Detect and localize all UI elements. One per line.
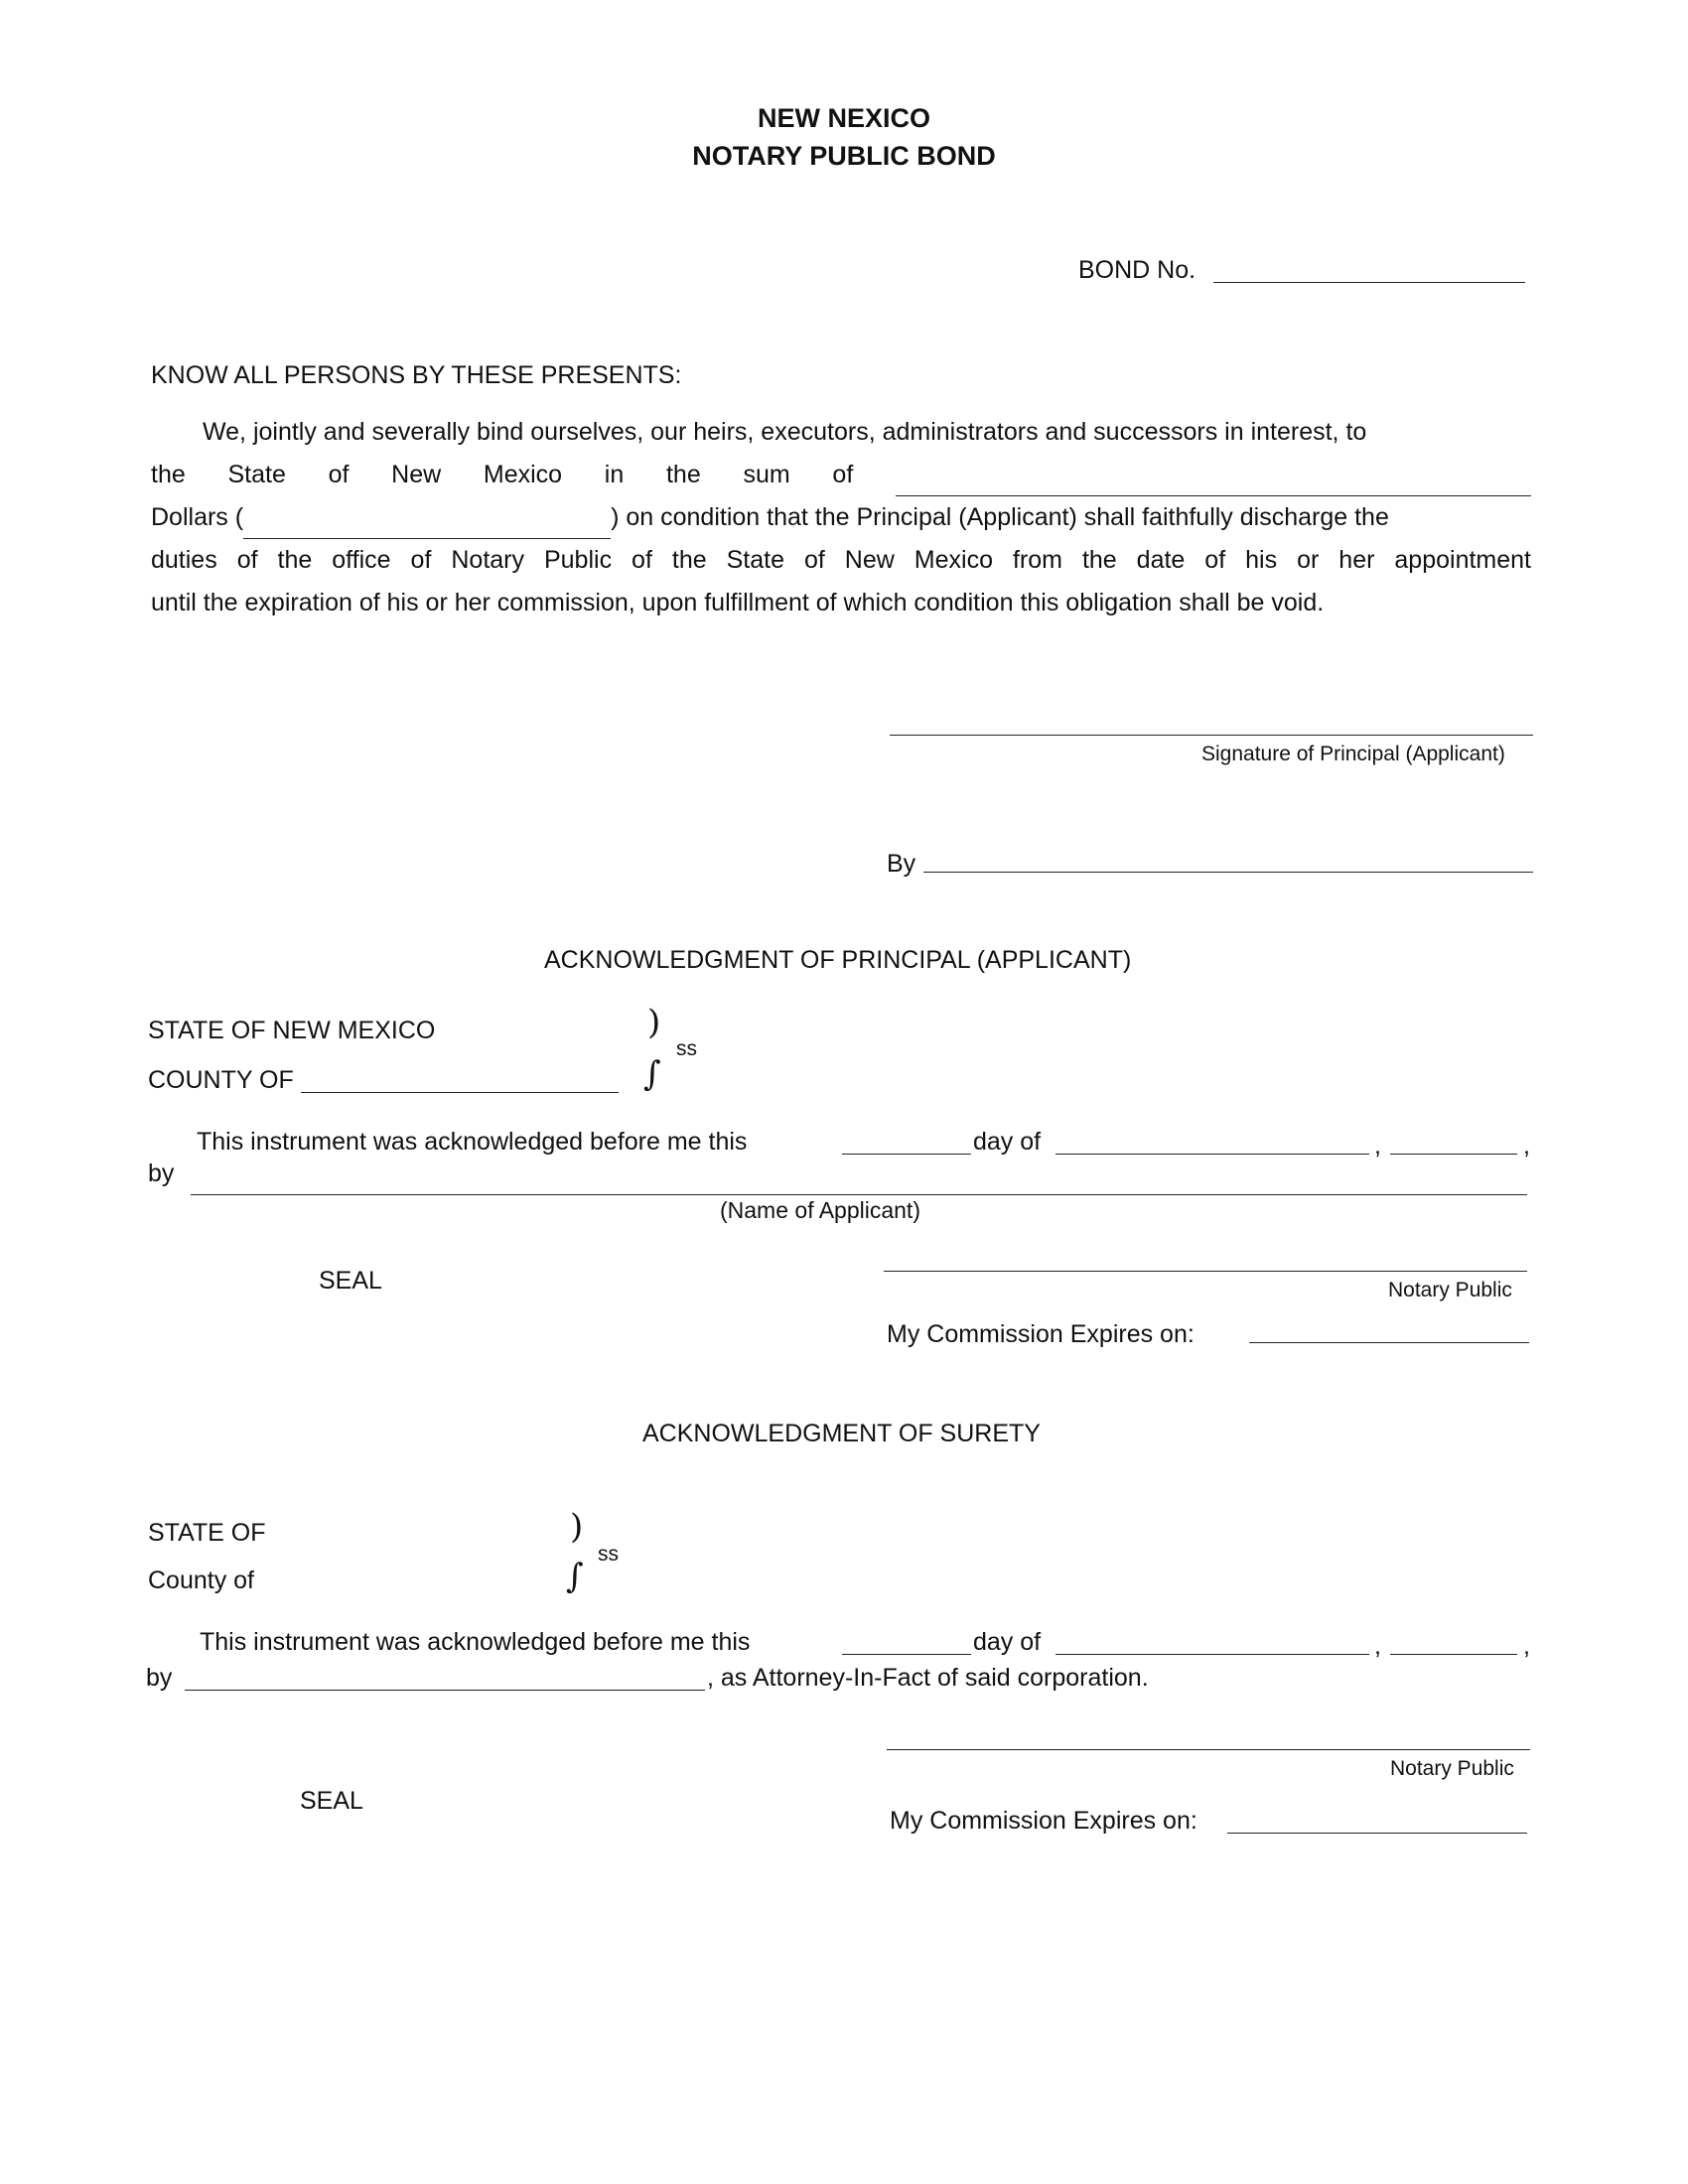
brace-icon: ∫ [643,1054,661,1094]
sum-amount-words-field[interactable] [896,470,1531,496]
intro-line-2 [151,454,1531,496]
ack-surety-state-label: STATE OF [148,1519,266,1547]
ack-principal-county-field[interactable] [301,1092,619,1093]
ack-principal-commission-label: My Commission Expires on: [887,1320,1195,1348]
intro-line-1-text: We, jointly and severally bind ourselves, our heirs, executors, administrators and successors in interest, to [203,418,1367,446]
ack-principal-year-field[interactable] [1390,1154,1517,1155]
ack-principal-seal: SEAL [319,1267,382,1295]
intro-word: New [391,461,442,488]
intro-word: State [227,461,286,488]
intro-line-4: duties of the office of Notary Public of the State of New Mexico from the date of his or her appointment [151,546,1531,574]
principal-signature-field[interactable] [890,735,1533,736]
ack-surety-commission-field[interactable] [1227,1833,1527,1834]
ack-surety-day-field[interactable] [842,1654,971,1655]
ack-principal-instrument-text: This instrument was acknowledged before me this [197,1128,748,1156]
comma-text: , [1523,1132,1530,1160]
ack-surety-commission-label: My Commission Expires on: [890,1807,1197,1835]
comma-text: , [1374,1632,1381,1660]
applicant-name-field[interactable] [191,1194,1527,1195]
intro-line-3 [151,496,1531,539]
ack-surety-seal: SEAL [300,1787,363,1815]
ack-surety-notary-signature-field[interactable] [887,1749,1530,1750]
form-title-line2: NOTARY PUBLIC BOND [692,141,996,171]
intro-word: sum [743,461,790,488]
by-signature-field[interactable] [923,872,1533,873]
form-title-line1: NEW NEXICO [757,103,930,133]
condition-text: ) on condition that the Principal (Applicant) shall faithfully discharge the [611,503,1389,531]
ack-principal-month-field[interactable] [1055,1154,1369,1155]
ack-surety-heading: ACKNOWLEDGMENT OF SURETY [642,1420,1041,1447]
ack-principal-commission-field[interactable] [1249,1342,1529,1343]
ss-label: ss [598,1543,619,1566]
ack-surety-instrument-text: This instrument was acknowledged before me this [200,1628,751,1656]
ack-principal-heading: ACKNOWLEDGMENT OF PRINCIPAL (APPLICANT) [544,946,1132,974]
intro-word: of [832,461,854,488]
ack-principal-day-field[interactable] [842,1154,971,1155]
intro-paragraph [151,411,1531,624]
ack-principal-county-label: COUNTY OF [148,1066,294,1094]
ss-label: ss [676,1037,697,1060]
sum-amount-figures-field[interactable] [243,512,611,539]
intro-word: in [604,461,625,488]
intro-line-5: until the expiration of his or her commission, upon fulfillment of which condition this obligation shall be void. [151,589,1325,616]
ack-surety-by-label: by [146,1664,173,1692]
intro-heading: KNOW ALL PERSONS BY THESE PRESENTS: [151,361,682,389]
bond-no-field[interactable] [1213,282,1525,283]
brace-icon: ∫ [566,1557,584,1596]
ack-principal-notary-caption: Notary Public [1388,1279,1512,1301]
ack-principal-state-label: STATE OF NEW MEXICO [148,1017,436,1044]
ack-surety-county-label: County of [148,1567,255,1594]
ack-principal-by-label: by [148,1160,175,1187]
intro-word: of [328,461,350,488]
intro-word: Mexico [483,461,563,488]
comma-text: , [1374,1132,1381,1160]
applicant-name-caption: (Name of Applicant) [720,1197,920,1223]
dollars-label: Dollars ( [151,503,244,531]
brace-icon: ) [647,1003,661,1042]
ack-surety-day-of: day of [973,1628,1042,1656]
intro-word: the [151,461,186,488]
ack-surety-notary-caption: Notary Public [1390,1757,1514,1780]
ack-principal-notary-signature-field[interactable] [884,1271,1527,1272]
attorney-in-fact-text: , as Attorney-In-Fact of said corporation. [707,1664,1149,1692]
ack-surety-year-field[interactable] [1390,1654,1517,1655]
comma-text: , [1523,1632,1530,1660]
brace-icon: ) [570,1507,584,1547]
principal-signature-caption: Signature of Principal (Applicant) [1201,743,1505,765]
ack-surety-month-field[interactable] [1055,1654,1369,1655]
intro-word: the [665,461,701,488]
bond-no-label: BOND No. [1078,256,1196,284]
by-label: By [887,850,916,878]
attorney-in-fact-name-field[interactable] [185,1690,705,1691]
ack-principal-day-of: day of [973,1128,1042,1156]
intro-line-1 [151,411,1531,454]
